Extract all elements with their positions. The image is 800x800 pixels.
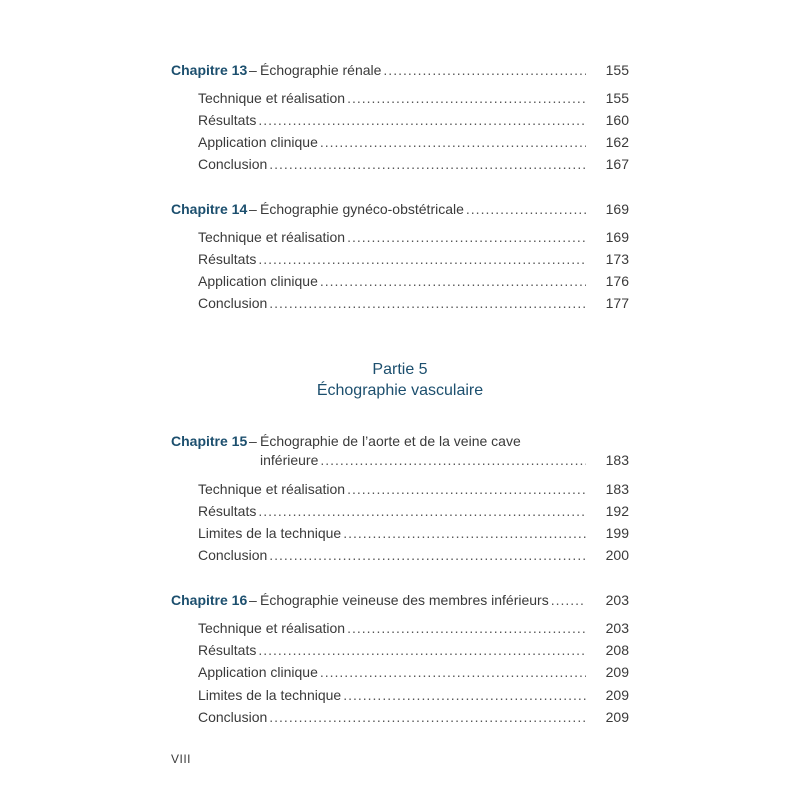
chapter-15-heading-continued[interactable]	[171, 449, 629, 471]
dot-leader	[269, 544, 586, 566]
dot-leader	[347, 226, 586, 248]
page-number: 173	[605, 251, 629, 267]
entry-title: Technique et réalisation	[198, 229, 346, 245]
page-number: 203	[605, 592, 629, 608]
page-number: 209	[605, 709, 629, 725]
chapter-label: Chapitre 16	[171, 592, 248, 608]
dot-leader	[383, 59, 586, 81]
toc-entry[interactable]	[198, 522, 629, 544]
page-number: 209	[605, 687, 629, 703]
toc-entry[interactable]	[198, 684, 629, 706]
entry-title: Limites de la technique	[198, 687, 342, 703]
page-number: 167	[605, 156, 629, 172]
entry-title: Technique et réalisation	[198, 481, 346, 497]
entry-title: Résultats	[198, 112, 257, 128]
toc-entry[interactable]	[198, 478, 629, 500]
toc-entry[interactable]	[198, 270, 629, 292]
page-number: 162	[605, 134, 629, 150]
dot-leader	[269, 153, 586, 175]
chapter-label: Chapitre 13	[171, 62, 248, 78]
dot-leader	[320, 449, 586, 471]
page-number: 183	[605, 481, 629, 497]
entry-title: Résultats	[198, 503, 257, 519]
dot-leader	[258, 109, 586, 131]
page-number: 177	[605, 295, 629, 311]
page-number: 155	[605, 90, 629, 106]
toc-entry[interactable]	[198, 500, 629, 522]
chapter-13-heading[interactable]	[171, 59, 629, 81]
dot-leader	[320, 661, 586, 683]
part-number: Partie 5	[372, 361, 428, 378]
entry-title: Résultats	[198, 642, 257, 658]
entry-title: Résultats	[198, 251, 257, 267]
toc-entry[interactable]	[198, 639, 629, 661]
page-number: 169	[605, 229, 629, 245]
dot-leader	[347, 87, 586, 109]
page-number: 203	[605, 620, 629, 636]
dot-leader	[258, 248, 586, 270]
dot-leader	[258, 639, 586, 661]
chapter-label: Chapitre 14	[171, 201, 248, 217]
toc-entry[interactable]	[198, 109, 629, 131]
page-number: 183	[605, 452, 629, 468]
toc-entry[interactable]	[198, 131, 629, 153]
page-number: 200	[605, 547, 629, 563]
dot-leader	[347, 478, 586, 500]
dot-leader	[258, 500, 586, 522]
entry-title: Technique et réalisation	[198, 90, 346, 106]
part-title: Échographie vasculaire	[316, 382, 484, 399]
entry-title: Application clinique	[198, 134, 318, 150]
chapter-title: Échographie veineuse des membres inférieurs	[260, 592, 549, 608]
chapter-16-heading[interactable]	[171, 589, 629, 611]
entry-title: Conclusion	[198, 547, 268, 563]
chapter-dash: –	[249, 592, 257, 608]
chapter-dash: –	[249, 201, 257, 217]
chapter-title: Échographie gynéco-obstétricale	[260, 201, 464, 217]
chapter-dash: –	[249, 433, 257, 449]
dot-leader	[320, 131, 586, 153]
dot-leader	[551, 589, 586, 611]
dot-leader	[466, 198, 586, 220]
toc-entry[interactable]	[198, 248, 629, 270]
dot-leader	[347, 617, 586, 639]
chapter-dash: –	[249, 62, 257, 78]
chapter-14-heading[interactable]	[171, 198, 629, 220]
dot-leader	[343, 522, 586, 544]
toc-entry[interactable]	[198, 706, 629, 728]
page-folio: VIII	[171, 752, 192, 766]
page-number: 155	[605, 62, 629, 78]
entry-title: Conclusion	[198, 156, 268, 172]
chapter-title-line-1: Échographie de l’aorte et de la veine cave	[260, 433, 521, 449]
toc-entry[interactable]	[198, 87, 629, 109]
chapter-title: Échographie rénale	[260, 62, 382, 78]
entry-title: Application clinique	[198, 273, 318, 289]
dot-leader	[269, 706, 586, 728]
dot-leader	[343, 684, 586, 706]
page-number: 160	[605, 112, 629, 128]
page-number: 209	[605, 664, 629, 680]
toc-entry[interactable]	[198, 661, 629, 683]
page-number: 169	[605, 201, 629, 217]
entry-title: Technique et réalisation	[198, 620, 346, 636]
chapter-label: Chapitre 15	[171, 433, 248, 449]
toc-entry[interactable]	[198, 544, 629, 566]
toc-entry[interactable]	[198, 153, 629, 175]
page-number: 176	[605, 273, 629, 289]
chapter-title-line-2: inférieure	[260, 452, 319, 468]
toc-entry[interactable]	[198, 617, 629, 639]
page-number: 199	[605, 525, 629, 541]
toc-entry[interactable]	[198, 292, 629, 314]
entry-title: Conclusion	[198, 295, 268, 311]
dot-leader	[269, 292, 586, 314]
entry-title: Limites de la technique	[198, 525, 342, 541]
dot-leader	[320, 270, 586, 292]
entry-title: Application clinique	[198, 664, 318, 680]
entry-title: Conclusion	[198, 709, 268, 725]
toc-entry[interactable]	[198, 226, 629, 248]
page-number: 192	[605, 503, 629, 519]
page-number: 208	[605, 642, 629, 658]
